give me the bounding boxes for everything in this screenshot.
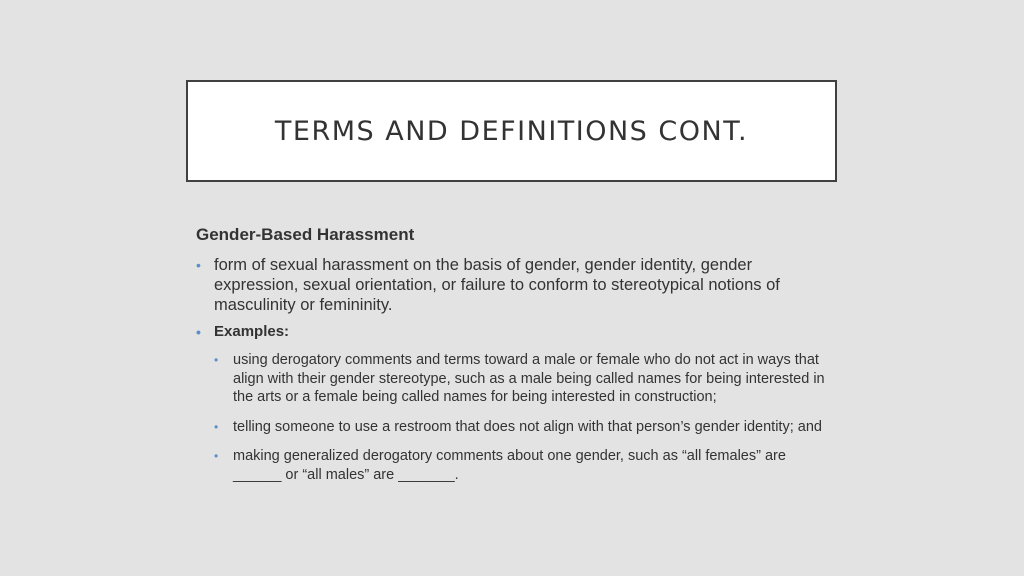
example-text: making generalized derogatory comments about one gender, such as “all females” are ______ or “all males” are _______.	[233, 448, 786, 483]
bullet-icon: •	[214, 419, 219, 434]
bullet-definition	[196, 255, 836, 315]
bullet-examples	[196, 322, 836, 342]
example-item	[214, 418, 836, 437]
bullet-text: Examples:	[214, 323, 290, 340]
bullet-icon: •	[196, 257, 201, 273]
bullet-icon: •	[214, 353, 219, 367]
section-heading: Gender-Based Harassment	[196, 225, 415, 244]
slide-content	[196, 224, 836, 495]
title-box	[186, 80, 837, 182]
slide-title: TERMS AND DEFINITIONS CONT.	[274, 115, 749, 147]
bullet-text: form of sexual harassment on the basis of gender, gender identity, gender expression, sexual orientation, or failure to conform to stereotypical notions of masculinity or femininity.	[214, 256, 780, 314]
example-item	[214, 447, 836, 484]
example-item	[214, 351, 836, 407]
examples-list	[214, 351, 836, 484]
example-text: using derogatory comments and terms toward a male or female who do not act in ways that align with their gender stereotype, such as a male being called names for being interested in the arts or a female being called names for being interested in construction;	[233, 352, 825, 405]
bullet-icon: •	[214, 449, 219, 463]
bullet-icon: •	[196, 324, 201, 340]
example-text: telling someone to use a restroom that does not align with that person’s gender identity; and	[233, 418, 822, 435]
